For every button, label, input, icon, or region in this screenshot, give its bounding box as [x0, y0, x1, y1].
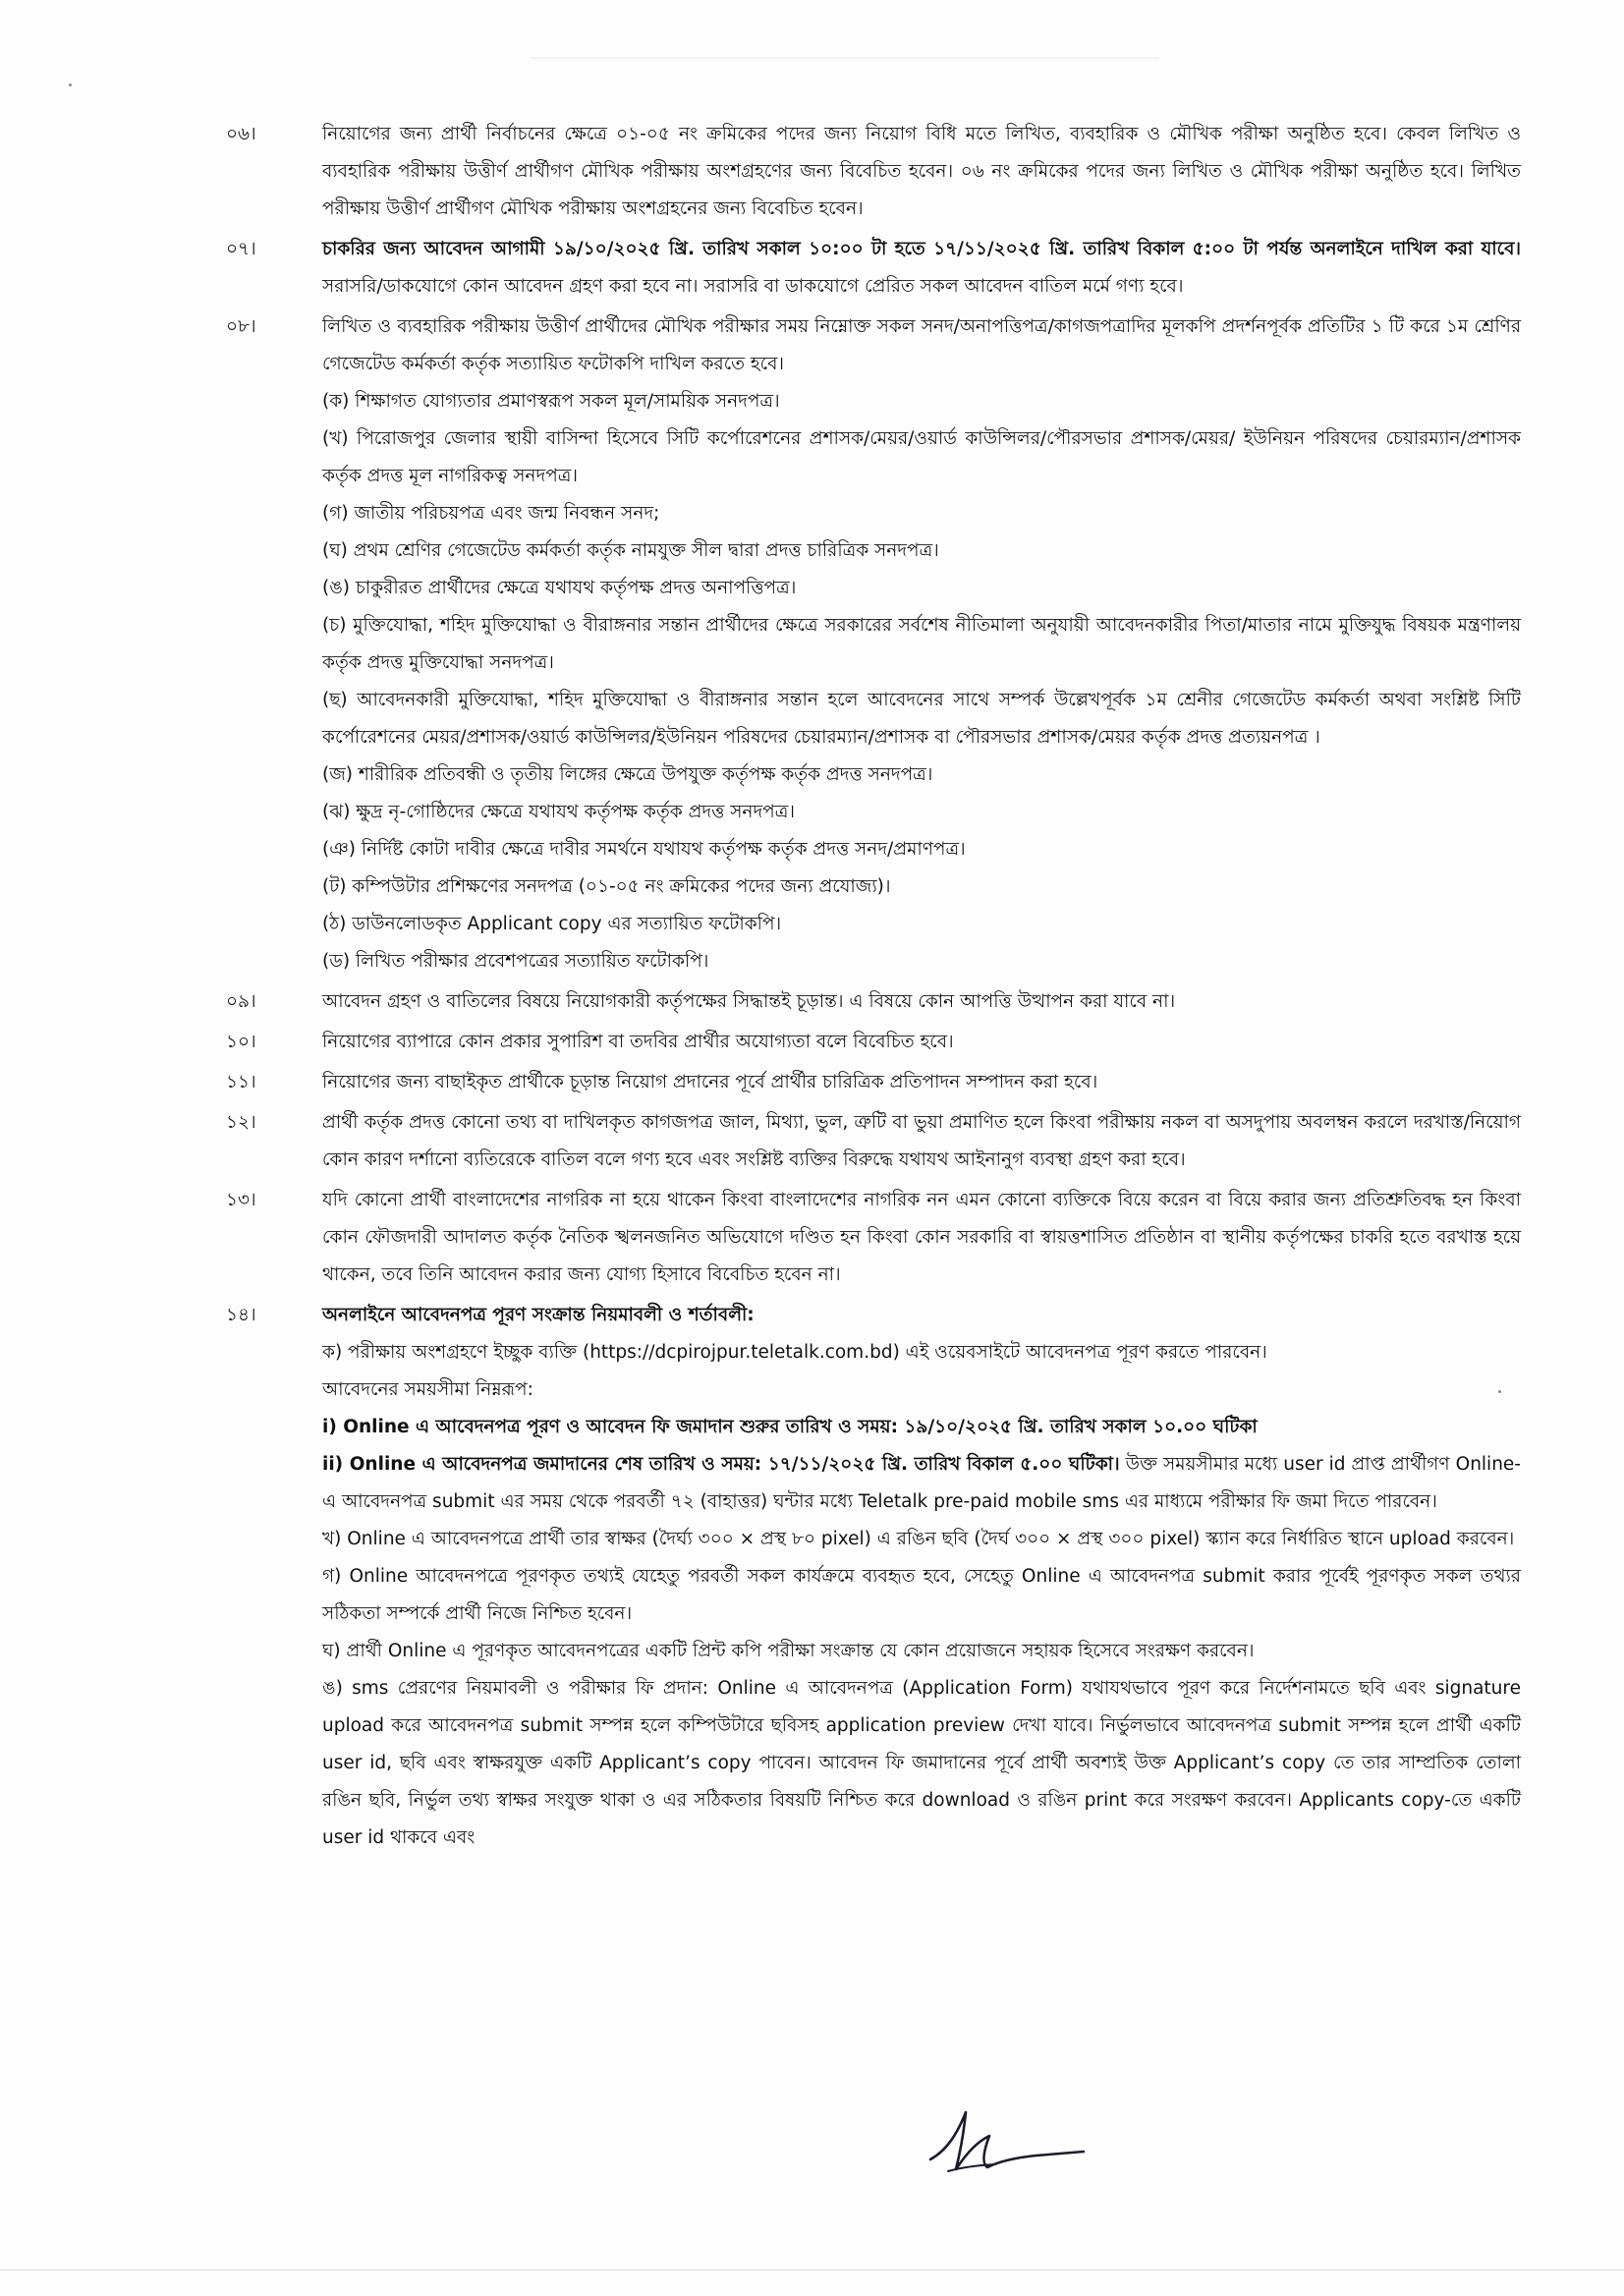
section-paragraph — [322, 532, 1521, 570]
bottom-edge — [0, 2269, 1624, 2270]
section-paragraph — [322, 383, 1521, 420]
section-number: ১১। — [226, 1072, 256, 1092]
section-paragraph — [322, 308, 1521, 383]
paragraph-text: (ট) কম্পিউটার প্রশিক্ষণের সনদপত্র (০১-০৫ নং ক্রমিকের পদের জন্য প্রযোজ্য)। — [322, 876, 891, 897]
section-body — [322, 1182, 1521, 1294]
section-number: ১৪। — [226, 1305, 256, 1325]
section-paragraph — [322, 1024, 1521, 1061]
paragraph-text: (ঘ) প্রথম শ্রেণির গেজেটেড কর্মকর্তা কর্তৃক নামযুক্ত সীল দ্বারা প্রদত্ত চারিত্রিক সনদপত্র। — [322, 540, 939, 561]
paragraph-text: গ) Online আবেদনপত্রে পূরণকৃত তথ্যই যেহেতু পরবর্তী সকল কার্যক্রমে ব্যবহৃত হবে, সেহেতু Online এ আবেদনপত্র submit করার পূর্বেই পূরণকৃত সকল তথ্যর সঠিকতা সম্পর্কে প্রার্থী নিজে নিশ্চিত হবেন। — [322, 1566, 1521, 1624]
section-paragraph — [322, 1104, 1521, 1179]
paragraph-text: (খ) পিরোজপুর জেলার স্থায়ী বাসিন্দা হিসেবে সিটি কর্পোরেশনের প্রশাসক/মেয়র/ওয়ার্ড কাউন্সিলর/পৌরসভার প্রশাসক/মেয়র/ ইউনিয়ন পরিষদের চেয়ারম্যান/প্রশাসক কর্তৃক প্রদত্ত মূল নাগরিকত্ব সনদপত্র। — [322, 428, 1521, 486]
section-paragraph — [322, 794, 1521, 831]
bold-text: i) Online এ আবেদনপত্র পূরণ ও আবেদন ফি জমাদান শুরুর তারিখ ও সময়: ১৯/১০/২০২৫ খ্রি. তারিখ সকাল ১০.০০ ঘটিকা — [322, 1417, 1258, 1437]
section-item — [221, 308, 1528, 980]
section-paragraph — [322, 1446, 1521, 1521]
paragraph-text: উক্ত সময়সীমার মধ্যে user id প্রাপ্ত প্রার্থীগণ Online-এ আবেদনপত্র submit এর সময় থেকে পরবর্তী ৭২ (বাহাত্তর) ঘন্টার মধ্যে Teletalk pre-paid mobile sms এর মাধ্যমে পরীক্ষার ফি জমা দিতে পারবেন। — [322, 1454, 1521, 1512]
paragraph-text: (ঞ) নির্দিষ্ট কোটা দাবীর ক্ষেত্রে দাবীর সমর্থনে যথাযথ কর্তৃপক্ষ কর্তৃক প্রদত্ত সনদ/প্রমাণপত্র। — [322, 839, 966, 860]
paragraph-text: (ঝ) ক্ষুদ্র নৃ-গোষ্ঠিদের ক্ষেত্রে যথাযথ কর্তৃপক্ষ কর্তৃক প্রদত্ত সনদপত্র। — [322, 802, 795, 822]
bold-text: অনলাইনে আবেদনপত্র পূরণ সংক্রান্ত নিয়মাবলী ও শর্তাবলী: — [322, 1305, 755, 1325]
paragraph-text: যদি কোনো প্রার্থী বাংলাদেশের নাগরিক না হয়ে থাকেন কিংবা বাংলাদেশের নাগরিক নন এমন কোনো ব্যক্তিকে বিয়ে করেন বা বিয়ে করার জন্য প্রতিশ্রুতিবদ্ধ হন কিংবা কোন ফৌজদারী আদালত কর্তৃক নৈতিক স্খলনজনিত অভিযোগে দণ্ডিত হন কিংবা কোন সরকারি বা স্বায়ত্তশাসিত প্রতিষ্ঠান বা স্থানীয় কর্তৃপক্ষের চাকরি হতে বরখাস্ত হয়ে থাকেন, তবে তিনি আবেদন করার জন্য যোগ্য হিসাবে বিবেচিত হবেন না। — [322, 1190, 1521, 1285]
section-item — [221, 231, 1528, 306]
section-paragraph — [322, 756, 1521, 794]
signature — [919, 2102, 1095, 2191]
paragraph-text: লিখিত ও ব্যবহারিক পরীক্ষায় উত্তীর্ণ প্রার্থীদের মৌখিক পরীক্ষার সময় নিম্নোক্ত সকল সনদ/অনাপত্তিপত্র/কাগজপত্রাদির মূলকপি প্রদর্শনপূর্বক প্রতিটির ১ টি করে ১ম শ্রেণির গেজেটেড কর্মকর্তা কর্তৃক সত্যায়িত ফটোকপি দাখিল করতে হবে। — [322, 316, 1521, 374]
section-paragraph — [322, 906, 1521, 943]
section-paragraph — [322, 116, 1521, 228]
section-paragraph — [322, 1558, 1521, 1633]
paragraph-text: (ড) লিখিত পরীক্ষার প্রবেশপত্রের সত্যায়িত ফটোকপি। — [322, 951, 709, 972]
section-paragraph — [322, 943, 1521, 980]
paragraph-text: ঘ) প্রার্থী Online এ পূরণকৃত আবেদনপত্রের একটি প্রিন্ট কপি পরীক্ষা সংক্রান্ত যে কোন প্রয়োজনে সহায়ক হিসেবে সংরক্ষণ করবেন। — [322, 1641, 1255, 1661]
section-number: ০৬। — [226, 124, 256, 144]
section-paragraph — [322, 1297, 1521, 1334]
bold-text: ii) Online এ আবেদনপত্র জমাদানের শেষ তারিখ ও সময়: ১৭/১১/২০২৫ খ্রি. তারিখ বিকাল ৫.০০ ঘটিকা। — [322, 1454, 1120, 1475]
section-paragraph — [322, 495, 1521, 532]
paragraph-text: প্রার্থী কর্তৃক প্রদত্ত কোনো তথ্য বা দাখিলকৃত কাগজপত্র জাল, মিথ্যা, ভুল, ত্রুটি বা ভুয়া প্রমাণিত হলে কিংবা পরীক্ষায় নকল বা অসদুপায় অবলম্বন করলে দরখাস্ত/নিয়োগ কোন কারণ দর্শানো ব্যতিরেকে বাতিল বলে গণ্য হবে এবং সংশ্লিষ্ট ব্যক্তির বিরুদ্ধে যথাযথ আইনানুগ ব্যবস্থা গ্রহণ করা হবে। — [322, 1112, 1521, 1170]
section-paragraph — [322, 1064, 1521, 1101]
section-item — [221, 1024, 1528, 1061]
section-body — [322, 1064, 1521, 1101]
section-paragraph — [322, 420, 1521, 495]
paragraph-text: আবেদন গ্রহণ ও বাতিলের বিষয়ে নিয়োগকারী কর্তৃপক্ষের সিদ্ধান্তই চূড়ান্ত। এ বিষয়ে কোন আপত্তি উত্থাপন করা যাবে না। — [322, 991, 1176, 1012]
section-item — [221, 1064, 1528, 1101]
section-paragraph — [322, 1182, 1521, 1294]
paragraph-text: খ) Online এ আবেদনপত্রে প্রার্থী তার স্বাক্ষর (দৈর্ঘ্য ৩০০ × প্রস্থ ৮০ pixel) এ রঙিন ছবি (দৈর্ঘ ৩০০ × প্রস্থ ৩০০ pixel) স্ক্যান করে নির্ধারিত স্থানে upload করবেন। — [322, 1529, 1515, 1549]
section-paragraph — [322, 983, 1521, 1021]
paragraph-text: আবেদনের সময়সীমা নিম্নরূপ: — [322, 1379, 533, 1400]
section-item — [221, 116, 1528, 228]
section-number: ১৩। — [226, 1190, 256, 1210]
section-number: ০৭। — [226, 239, 256, 259]
section-paragraph — [322, 1334, 1521, 1372]
section-item — [221, 983, 1528, 1021]
section-body — [322, 1024, 1521, 1061]
document-body — [221, 116, 1528, 1860]
section-paragraph — [322, 1521, 1521, 1558]
section-number: ০৮। — [226, 316, 256, 337]
paragraph-text: (চ) মুক্তিযোদ্ধা, শহিদ মুক্তিযোদ্ধা ও বীরাঙ্গনার সন্তান প্রার্থীদের ক্ষেত্রে সরকারের সর্বশেষ নীতিমালা অনুযায়ী আবেদনকারীর পিতা/মাতার নামে মুক্তিযুদ্ধ বিষয়ক মন্ত্রণালয় কর্তৃক প্রদত্ত মুক্তিযোদ্ধা সনদপত্র। — [322, 615, 1521, 673]
section-paragraph — [322, 831, 1521, 868]
paragraph-text: ঙ) sms প্রেরণের নিয়মাবলী ও পরীক্ষার ফি প্রদান: Online এ আবেদনপত্র (Application Form) যথাযথভাবে পূরণ করে নির্দেশনামতে ছবি এবং signature upload করে আবেদনপত্র submit সম্পন্ন হলে কম্পিউটারে ছবিসহ application preview দেখা যাবে। নির্ভুলভাবে আবেদনপত্র submit সম্পন্ন হলে প্রার্থী একটি user id, ছবি এবং স্বাক্ষরযুক্ত একটি Applicant’s copy পাবেন। আবেদন ফি জমাদানের পূর্বে প্রার্থী অবশ্যই উক্ত Applicant’s copy তে তার সাম্প্রতিক তোলা রঙিন ছবি, নির্ভুল তথ্য স্বাক্ষর সংযুক্ত থাকা ও এর সঠিকতার বিষয়টি নিশ্চিত করে download ও রঙিন print করে সংরক্ষণ করবেন। Applicants copy-তে একটি user id থাকবে এবং — [322, 1678, 1521, 1848]
section-number: ০৯। — [226, 991, 256, 1012]
paragraph-text: (ছ) আবেদনকারী মুক্তিযোদ্ধা, শহিদ মুক্তিযোদ্ধা ও বীরাঙ্গনার সন্তান হলে আবেদনের সাথে সম্পর্ক উল্লেখপূর্বক ১ম শ্রেনীর গেজেটেড কর্মকর্তা অথবা সংশ্লিষ্ট সিটি কর্পোরেশনের মেয়র/প্রশাসক/ওয়ার্ড কাউন্সিলর/ইউনিয়ন পরিষদের চেয়ারম্যান/প্রশাসক বা পৌরসভার প্রশাসক/মেয়র কর্তৃক প্রদত্ত প্রত্যয়নপত্র । — [322, 690, 1521, 748]
paragraph-text: সরাসরি/ডাকযোগে কোন আবেদন গ্রহণ করা হবে না। সরাসরি বা ডাকযোগে প্রেরিত সকল আবেদন বাতিল মর্মে গণ্য হবে। — [322, 276, 1184, 297]
paragraph-text: নিয়োগের ব্যাপারে কোন প্রকার সুপারিশ বা তদবির প্রার্থীর অযোগ্যতা বলে বিবেচিত হবে। — [322, 1032, 954, 1052]
paragraph-text: (জ) শারীরিক প্রতিবন্ধী ও তৃতীয় লিঙ্গের ক্ষেত্রে উপযুক্ত কর্তৃপক্ষ কর্তৃক প্রদত্ত সনদপত্র। — [322, 764, 933, 785]
section-paragraph — [322, 1670, 1521, 1857]
bold-text: চাকরির জন্য আবেদন আগামী ১৯/১০/২০২৫ খ্রি. তারিখ সকাল ১০:০০ টা হতে ১৭/১১/২০২৫ খ্রি. তারিখ বিকাল ৫:০০ টা পর্যন্ত অনলাইনে দাখিল করা যাবে। — [322, 239, 1521, 259]
section-paragraph — [322, 682, 1521, 756]
section-number: ১২। — [226, 1112, 256, 1133]
section-item — [221, 1104, 1528, 1179]
paragraph-text: নিয়োগের জন্য বাছাইকৃত প্রার্থীকে চূড়ান্ত নিয়োগ প্রদানের পূর্বে প্রার্থীর চারিত্রিক প্রতিপাদন সম্পাদন করা হবে। — [322, 1072, 1098, 1092]
scan-speck — [69, 84, 72, 86]
section-item — [221, 1297, 1528, 1857]
paragraph-text: (ঙ) চাকুরীরত প্রার্থীদের ক্ষেত্রে যথাযথ কর্তৃপক্ষ প্রদত্ত অনাপত্তিপত্র। — [322, 578, 797, 598]
section-number: ১০। — [226, 1032, 256, 1052]
paragraph-text: (গ) জাতীয় পরিচয়পত্র এবং জন্ম নিবন্ধন সনদ; — [322, 503, 660, 524]
section-body — [322, 308, 1521, 980]
section-body — [322, 1104, 1521, 1179]
section-paragraph — [322, 607, 1521, 682]
section-paragraph — [322, 1409, 1521, 1446]
paragraph-text: (ঠ) ডাউনলোডকৃত Applicant copy এর সত্যায়িত ফটোকপি। — [322, 914, 782, 934]
section-body — [322, 983, 1521, 1021]
section-body — [322, 116, 1521, 228]
section-paragraph — [322, 570, 1521, 607]
section-paragraph — [322, 1372, 1521, 1409]
scan-shadow — [531, 57, 1159, 63]
paragraph-text: ক) পরীক্ষায় অংশগ্রহণে ইচ্ছুক ব্যক্তি (https://dcpirojpur.teletalk.com.bd) এই ওয়েবসাইটে আবেদনপত্র পূরণ করতে পারবেন। — [322, 1342, 1267, 1363]
section-paragraph — [322, 231, 1521, 306]
paragraph-text: (ক) শিক্ষাগত যোগ্যতার প্রমাণস্বরূপ সকল মূল/সাময়িক সনদপত্র। — [322, 391, 780, 412]
section-item — [221, 1182, 1528, 1294]
section-paragraph — [322, 1633, 1521, 1670]
section-body — [322, 231, 1521, 306]
section-body — [322, 1297, 1521, 1857]
section-paragraph — [322, 868, 1521, 906]
paragraph-text: নিয়োগের জন্য প্রার্থী নির্বাচনের ক্ষেত্রে ০১-০৫ নং ক্রমিকের পদের জন্য নিয়োগ বিধি মতে লিখিত, ব্যবহারিক ও মৌখিক পরীক্ষা অনুষ্ঠিত হবে। কেবল লিখিত ও ব্যবহারিক পরীক্ষায় উত্তীর্ণ প্রার্থীগণ মৌখিক পরীক্ষায় অংশগ্রহণের জন্য বিবেচিত হবেন। ০৬ নং ক্রমিকের পদের জন্য লিখিত ও মৌখিক পরীক্ষা অনুষ্ঠিত হবে। লিখিত পরীক্ষায় উত্তীর্ণ প্রার্থীগণ মৌখিক পরীক্ষায় অংশগ্রহনের জন্য বিবেচিত হবেন। — [322, 124, 1521, 219]
